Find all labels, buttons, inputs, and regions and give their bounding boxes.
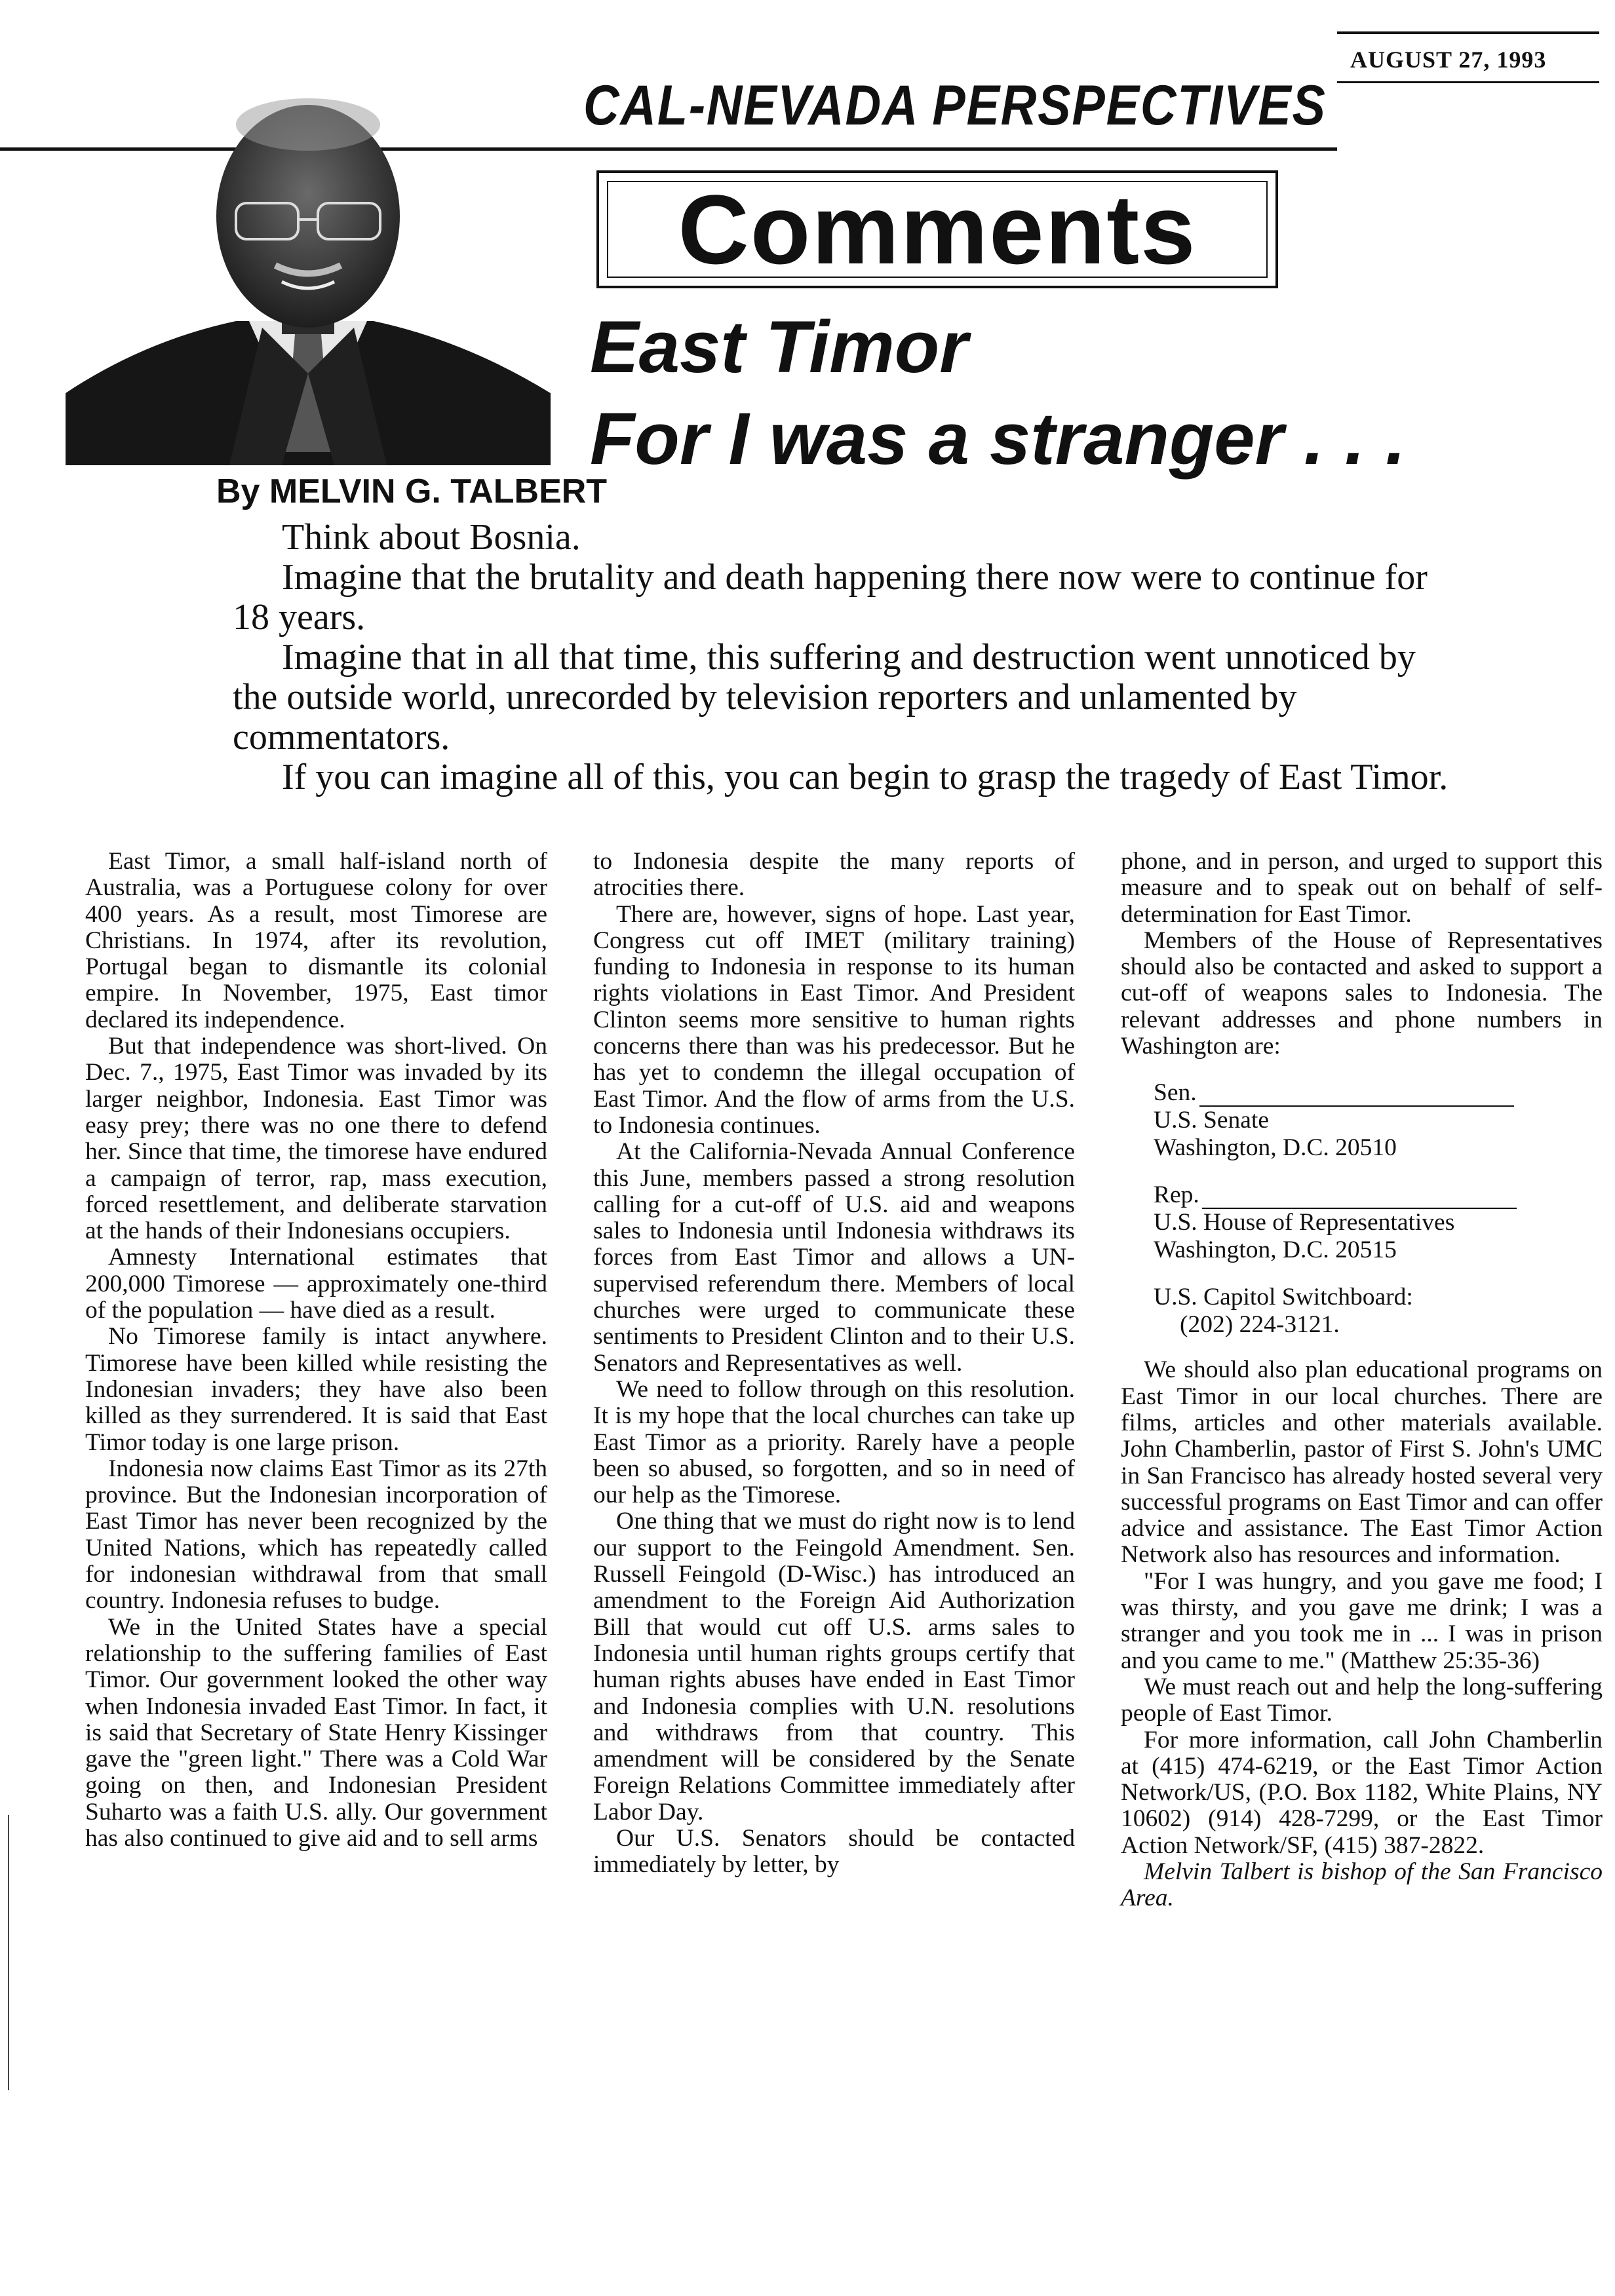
switchboard <box>1154 1284 1603 1339</box>
column-3 <box>1121 849 1603 1912</box>
column-2 <box>593 849 1075 1879</box>
senate-address <box>1154 1079 1603 1162</box>
body-paragraph: phone, and in person, and urged to support this measure and to speak out on behalf of self-determination for East Timor. <box>1121 848 1603 928</box>
body-paragraph: There are, however, signs of hope. Last year, Congress cut off IMET (military training) funding to Indonesia in response to its human rights violations in East Timor. And President Clinton seems more sensitive to human rights concerns there than was his predecessor. But he has yet to condemn the illegal occupation of East Timor. And the flow of arms from the U.S. to Indonesia continues. <box>593 900 1075 1139</box>
address-line: U.S. Senate <box>1154 1107 1270 1134</box>
address-line: Washington, D.C. 20510 <box>1154 1134 1397 1162</box>
byline: By MELVIN G. TALBERT <box>216 472 608 510</box>
body-paragraph: But that independence was short-lived. On Dec. 7., 1975, East Timor was invaded by its larger neighbor, Indonesia. East Timor was easy prey; there was no one there to defend her. Since that time, the timorese have endured a campaign of terror, rap, mass execution, forced resettlement, and deliberate starvation at the hands of their Indonesians occupiers. <box>85 1033 547 1245</box>
body-paragraph: One thing that we must do right now is to lend our support to the Feingold Amendment. Sen. Russell Feingold (D-Wisc.) has introduced an amendment to the Foreign Aid Authorization Bill that would cut off U.S. arms sales to Indonesia until human rights groups certify that human rights abuses have ended in East Timor and Indonesia complies with U.N. resolutions and withdraws from that country. This amendment will be considered by the Senate Foreign Relations Committee immediately after Labor Day. <box>593 1508 1075 1826</box>
body-paragraph: Indonesia now claims East Timor as its 27th province. But the Indonesian incorporation of East Timor has never been recognized by the United Nations, which has repeatedly called for indonesian withdrawal from that small country. Indonesia refuses to budge. <box>85 1455 547 1615</box>
section-masthead: CAL-NEVADA PERSPECTIVES <box>583 74 1327 137</box>
headline-line-1: East Timor <box>590 306 968 388</box>
body-paragraph: Members of the House of Representatives should also be contacted and asked to support a cut-off of weapons sales to Indonesia. The relevant addresses and phone numbers in Washington are: <box>1121 927 1603 1060</box>
lede <box>233 518 1452 797</box>
address-line: U.S. House of Representatives <box>1154 1209 1455 1236</box>
lede-paragraph: Think about Bosnia. <box>282 517 581 558</box>
address-label: Sen. <box>1154 1079 1197 1107</box>
address-line: U.S. Capitol Switchboard: <box>1154 1284 1413 1311</box>
fill-in-blank <box>1199 1086 1514 1107</box>
column-1 <box>85 849 547 1852</box>
body-paragraph: We in the United States have a special relationship to the suffering families of East Timor. Our government looked the other way when Indonesia invaded East Timor. In fact, it is said that Secretary of State Henry Kissinger gave the "green light." There was a Cold War going on then, and Indonesian President Suharto was a faith U.S. ally. Our government has also continued to give aid and to sell arms <box>85 1613 547 1852</box>
headline-line-2: For I was a stranger . . . <box>590 398 1406 480</box>
phone-number: (202) 224-3121. <box>1180 1311 1340 1339</box>
body-paragraph: "For I was hungry, and you gave me food; I was thirsty, and you gave me drink; I was a stranger and you took me in ... I was in prison and you came to me." (Matthew 25:35-36) <box>1121 1567 1603 1674</box>
author-photo <box>66 85 551 465</box>
body-paragraph: At the California-Nevada Annual Conference this June, members passed a strong resolution calling for a cut-off of U.S. aid and weapons sales to Indonesia until Indonesia withdraws its forces from East Timor and allows a UN-supervised referendum there. Members of local churches were urged to communicate these sentiments to President Clinton and to their U.S. Senators and Representatives as well. <box>593 1138 1075 1377</box>
body-paragraph: No Timorese family is intact anywhere. Timorese have been killed while resisting the Indonesian invaders; they have also been killed as they surrendered. It is said that East Timor today is one large prison. <box>85 1323 547 1456</box>
lede-paragraph: Imagine that in all that time, this suffering and destruction went unnoticed by the outside world, unrecorded by television reporters and unlamented by commentators. <box>233 637 1416 757</box>
address-line: Washington, D.C. 20515 <box>1154 1236 1397 1264</box>
lede-paragraph: Imagine that the brutality and death happening there now were to continue for 18 years. <box>233 557 1428 638</box>
date-rule-bottom <box>1337 81 1599 83</box>
author-signature: Melvin Talbert is bishop of the San Francisco Area. <box>1121 1858 1603 1912</box>
fill-in-blank <box>1202 1188 1517 1209</box>
date-rule-top <box>1337 31 1599 34</box>
body-paragraph: to Indonesia despite the many reports of atrocities there. <box>593 848 1075 902</box>
body-paragraph: East Timor, a small half-island north of Australia, was a Portuguese colony for over 400 years. As a result, most Timorese are Christians. In 1974, after its revolution, Portugal began to dismantle its colonial empire. In November, 1975, East timor declared its independence. <box>85 848 547 1033</box>
body-paragraph: We must reach out and help the long-suffering people of East Timor. <box>1121 1673 1603 1727</box>
body-paragraph: Amnesty International estimates that 200,000 Timorese — approximately one-third of the population — have died as a result. <box>85 1244 547 1324</box>
body-paragraph: We need to follow through on this resolution. It is my hope that the local churches can take up East Timor as a priority. Rarely have a people been so abused, so forgotten, and so in need of our help as the Timorese. <box>593 1375 1075 1509</box>
publication-date: AUGUST 27, 1993 <box>1350 47 1547 73</box>
body-paragraph: For more information, call John Chamberlin at (415) 474-6219, or the East Timor Action Network/US, (P.O. Box 1182, White Plains, NY 10602) (914) 428-7299, or the East Timor Action Network/SF, (415) 387-2822. <box>1121 1726 1603 1859</box>
address-label: Rep. <box>1154 1181 1199 1209</box>
body-paragraph: Our U.S. Senators should be contacted immediately by letter, by <box>593 1824 1075 1879</box>
lede-paragraph: If you can imagine all of this, you can begin to grasp the tragedy of East Timor. <box>282 757 1449 797</box>
house-address <box>1154 1181 1603 1264</box>
scan-edge-mark <box>8 1815 9 2090</box>
comments-banner: Comments <box>678 174 1197 284</box>
body-paragraph: We should also plan educational programs on East Timor in our local churches. There are films, articles and other materials available. John Chamberlin, pastor of First S. John's UMC in San Francisco has already hosted several very successful programs on East Timor and can offer advice and assistance. The East Timor Action Network also has resources and information. <box>1121 1356 1603 1569</box>
